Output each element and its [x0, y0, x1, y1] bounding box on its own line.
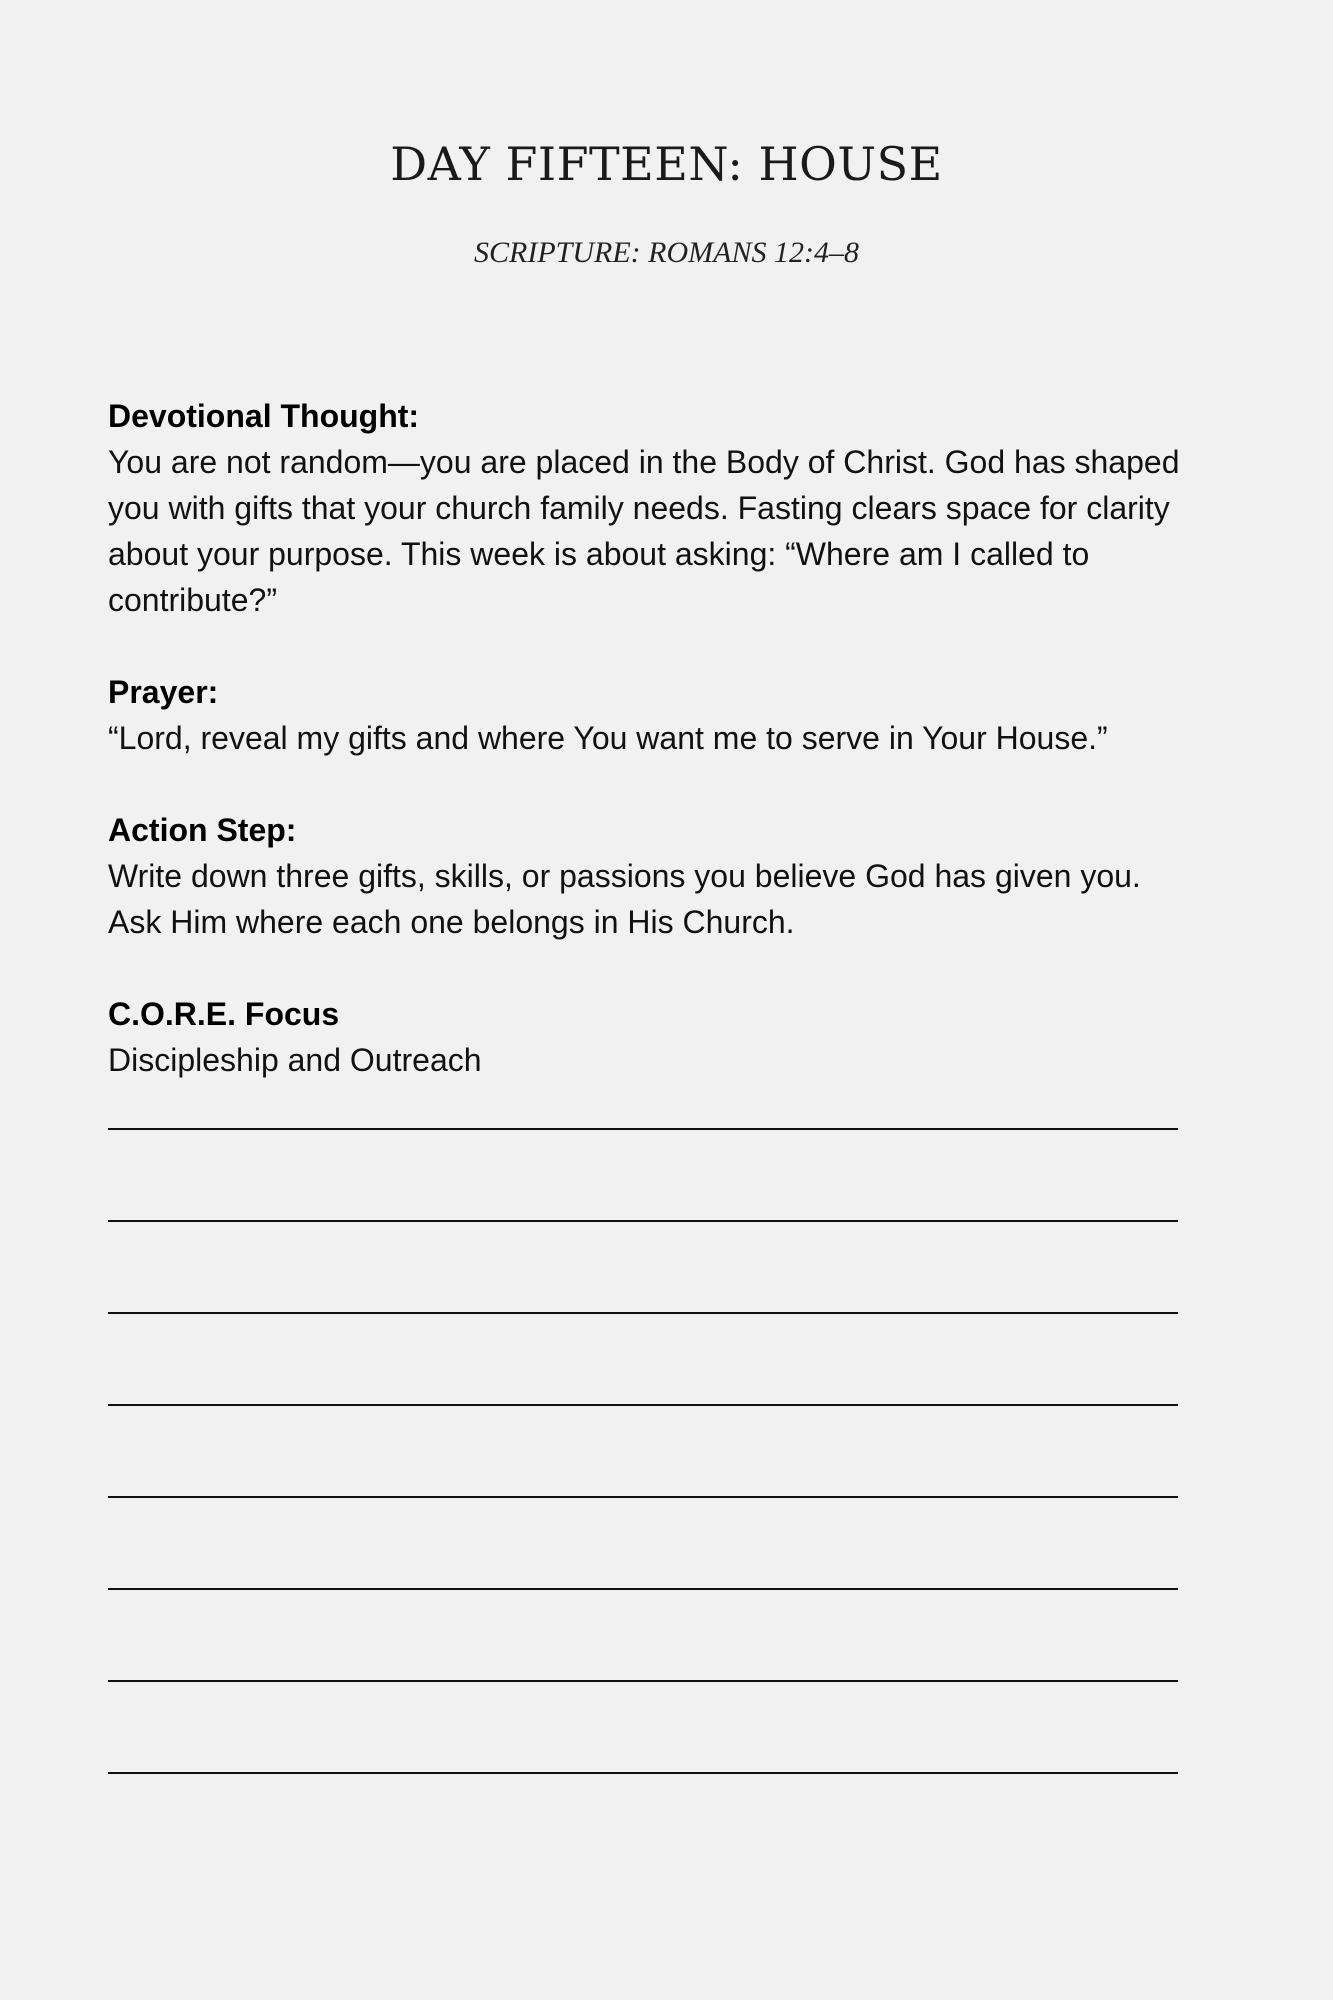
- devotional-content: [108, 393, 1188, 1083]
- writing-line[interactable]: [108, 1406, 1178, 1498]
- prayer-heading: Prayer:: [108, 674, 219, 710]
- writing-line[interactable]: [108, 1130, 1178, 1222]
- page-title: DAY FIFTEEN: HOUSE: [390, 137, 943, 191]
- core-focus-text: Discipleship and Outreach: [108, 1042, 482, 1078]
- journal-writing-lines: [108, 1128, 1178, 1774]
- writing-line[interactable]: [108, 1590, 1178, 1682]
- action-step-heading: Action Step:: [108, 812, 297, 848]
- core-focus-section: [108, 991, 1188, 1083]
- writing-line[interactable]: [108, 1314, 1178, 1406]
- writing-line[interactable]: [108, 1682, 1178, 1774]
- devotional-thought-heading: Devotional Thought:: [108, 398, 420, 434]
- action-step-section: [108, 807, 1188, 945]
- devotional-thought-section: [108, 393, 1188, 623]
- prayer-text: “Lord, reveal my gifts and where You want me to serve in Your House.”: [108, 720, 1108, 756]
- prayer-section: [108, 669, 1188, 761]
- devotional-thought-text: You are not random—you are placed in the Body of Christ. God has shaped you with gifts that your church family needs. Fasting clears space for clarity about your purpose. This week is about asking: “Where am I called to contribute?”: [108, 444, 1180, 618]
- core-focus-heading: C.O.R.E. Focus: [108, 996, 340, 1032]
- writing-line[interactable]: [108, 1222, 1178, 1314]
- writing-line[interactable]: [108, 1498, 1178, 1590]
- action-step-text: Write down three gifts, skills, or passions you believe God has given you. Ask Him where each one belongs in His Church.: [108, 858, 1141, 940]
- scripture-reference: SCRIPTURE: ROMANS 12:4–8: [474, 236, 859, 269]
